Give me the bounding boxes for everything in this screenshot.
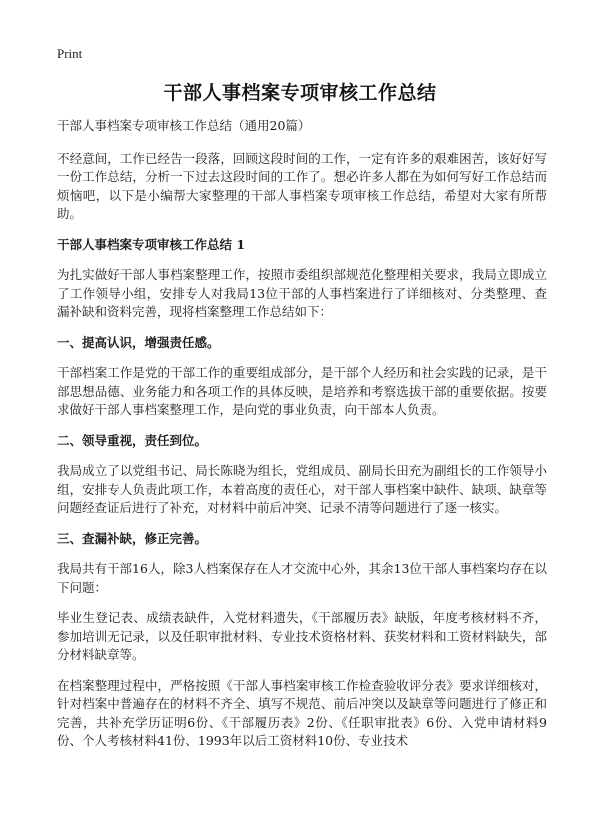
print-label[interactable]: Print — [57, 46, 83, 61]
heading-leadership: 二、领导重视，责任到位。 — [57, 432, 208, 448]
paragraph-raise-awareness: 干部档案工作是党的干部工作的重要组成部分，是干部个人经历和社会实践的记录，是干部思想品德、业务能力和各项工作的具体反映，是培养和考察选拔干部的重要依据。按要求做好干部人事档案整理工作，是向党的事业负责，向干部本人负责。 — [57, 365, 547, 417]
paragraph-leadership: 我局成立了以党组书记、局长陈晓为组长，党组成员、副局长田充为副组长的工作领导小组，安排专人负责此项工作，本着高度的责任心，对干部人事档案中缺件、缺项、缺章等问题经查证后进行了补充，对材料中前后冲突、记录不清等问题进行了逐一核实。 — [57, 463, 547, 515]
section-intro-paragraph: 为扎实做好干部人事档案整理工作，按照市委组织部规范化整理相关要求，我局立即成立了工作领导小组，安排专人对我局13位干部的人事档案进行了详细核对、分类整理、查漏补缺和资料完善，现将档案整理工作总结如下： — [57, 267, 547, 319]
intro-paragraph: 不经意间，工作已经告一段落，回顾这段时间的工作，一定有许多的艰难困苦，该好好写一份工作总结，分析一下过去这段时间的工作了。想必许多人都在为如何写好工作总结而烦恼吧，以下是小编帮大家整理的干部人事档案专项审核工作总结，希望对大家有所帮助。 — [57, 150, 547, 221]
heading-fill-gaps: 三、查漏补缺，修正完善。 — [57, 530, 208, 546]
paragraph-fill-gaps-2: 毕业生登记表、成绩表缺件，入党材料遗失，《干部履历表》缺版，年度考核材料不齐，参加培训无记录，以及任职审批材料、专业技术资格材料、获奖材料和工资材料缺失，部分材料缺章等。 — [57, 610, 547, 662]
heading-raise-awareness: 一、提高认识，增强责任感。 — [57, 334, 220, 350]
document-subtitle: 干部人事档案专项审核工作总结（通用20篇） — [57, 118, 311, 133]
document-title: 干部人事档案专项审核工作总结 — [163, 82, 437, 104]
section-heading: 干部人事档案专项审核工作总结 1 — [57, 236, 246, 252]
paragraph-fill-gaps-3: 在档案整理过程中，严格按照《干部人事档案审核工作检查验收评分表》要求详细核对，针对档案中普遍存在的材料不齐全、填写不规范、前后冲突以及缺章等问题进行了修正和完善，共补充学历证明6份、《干部履历表》2份、《任职审批表》6份、入党申请材料9份、个人考核材料41份、1993年以后工资材料10份、专业技术 — [57, 677, 547, 748]
document-body — [57, 117, 547, 763]
paragraph-fill-gaps-1: 我局共有干部16人，除3人档案保存在人才交流中心外，其余13位干部人事档案均存在以下问题： — [57, 561, 547, 595]
